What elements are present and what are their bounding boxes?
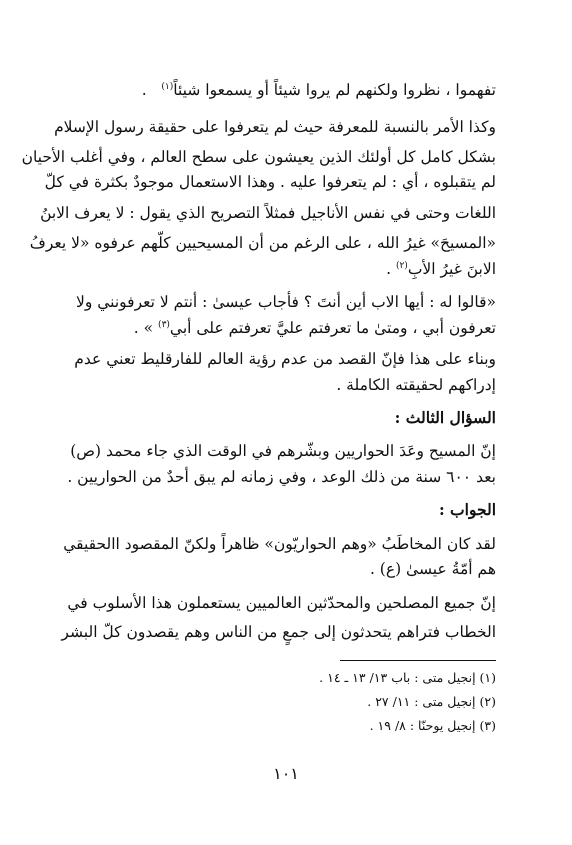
text-line: تفهموا ، نظروا ولكنهم لم يروا شيئاً أو يسمعوا شيئاً$^{(١)}$ . (141, 81, 496, 99)
text-line: إدراكهم لحقيقته الكاملة . (336, 376, 496, 394)
footnote-ref: (١) (161, 81, 174, 92)
text-line: وبناء على هذا فإنّ القصد من عدم رؤية العالم للفارقليط تعني عدم (74, 350, 496, 368)
page-number: ١٠١ (273, 764, 299, 783)
text-line: بعد ٦٠٠ سنة من ذلك الوعد ، وفي زمانه لم يبق أحدٌ من الحواريين . (67, 468, 496, 486)
text-line: «المسيحَ» غيرُ الله ، على الرغم من أن المسيحيين كلّهم عرفوه «لا يعرفُ (29, 234, 496, 252)
text-line: إنّ المسيح وعَدَ الحواريين وبشّرهم في الوقت الذي جاء محمد (ص) (70, 442, 496, 460)
text-line: لقد كان المخاطَبُ «وهم الحواريّون» ظاهراً ولكنّ المقصود االحقيقي (63, 535, 496, 553)
footnote: (٣) إنجيل يوحنّا : ٨/ ١٩ . (369, 718, 496, 733)
footnote: (١) إنجيل متى : باب ١٣/ ١٣ ـ ١٤ . (319, 670, 496, 685)
text-line: هم أمّةُ عيسىٰ (ع) . (369, 560, 496, 578)
text-line: إنّ جميع المصلحين والمحدّثين العالميين يستعملون هذا الأسلوب في (67, 594, 496, 612)
section-heading: السؤال الثالث : (394, 408, 496, 427)
text-line: الخطاب فتراهم يتحدثون إلى جمعٍ من الناس وهم يقصدون كلّ البشر (61, 623, 496, 641)
text-line: وكذا الأمر بالنسبة للمعرفة حيث لم يتعرفوا على حقيقة رسول الإسلام (54, 118, 496, 136)
text-line: «قالوا له : أيها الاب أين أنتَ ؟ فأجاب عيسىٰ : أنتم لا تعرفونني ولا (76, 293, 496, 311)
text-line: لم يتقبلوه ، أي : لم يتعرفوا عليه . وهذا الاستعمال موجودٌ بكثرة في كلّ (44, 173, 496, 191)
text-line: اللغات وحتى في نفس الأناجيل فمثلاً التصريح الذي يقول : لا يعرف الابنُ (40, 204, 496, 222)
text-line: الابنَ غيرُ الأبِ$^{(٢)}$ . (386, 260, 496, 278)
footnote-ref: (٣) (158, 319, 170, 330)
section-heading: الجواب : (438, 500, 496, 519)
footnote-ref: (٢) (395, 260, 408, 271)
footnote: (٢) إنجيل متى : ١١/ ٢٧ . (367, 694, 496, 709)
text-line: بشكل كامل كل أولئك الذين يعيشون على سطح العالم ، وفي أغلب الأحيان (21, 148, 496, 166)
footnote-divider (340, 660, 496, 661)
text-line: تعرفون أبي ، ومتىٰ ما تعرفتم عليَّ تعرفتم على أبي$^{(٣)}$ » . (133, 319, 496, 337)
